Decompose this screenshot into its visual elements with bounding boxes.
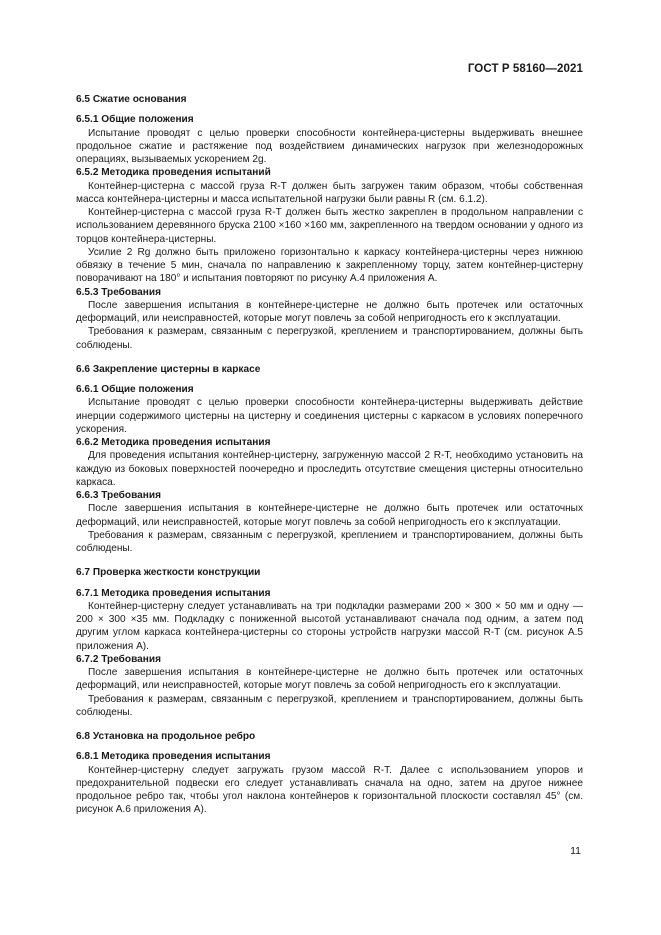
subsection-heading: 6.7.1 Методика проведения испытания [76, 587, 271, 599]
paragraph: Требования к размерам, связанным с перегрузкой, креплением и транспортированием, должны быть соблюдены. [76, 693, 583, 718]
paragraph: Испытание проводят с целью проверки способности контейнера-цистерны выдерживать внешнее продольное сжатие и растяжение под воздействием динамических нагрузок при железнодорожных операциях, вызываемых ускорением 2g. [76, 127, 583, 165]
subsection-heading: 6.8.1 Методика проведения испытания [76, 751, 271, 763]
paragraph: Контейнер-цистерну следует устанавливать на три подкладки размерами 200 × 300 × 50 мм и одну — 200 × 300 ×35 мм. Подкладку с пониженной высотой устанавливают сначала под одним, а затем под другим углом каркаса контейнера-цистерны со стороны устройств нагрузки массой R-T (см. рисунок А.5 приложения А). [76, 600, 583, 652]
document-header-standard-id: ГОСТ Р 58160—2021 [467, 63, 583, 75]
subsection-heading: 6.6.2 Методика проведения испытания [76, 437, 271, 448]
paragraph: Усилие 2 Rg должно быть приложено горизонтально к каркасу контейнера-цистерны через нижнюю обвязку в течение 5 мин, сначала по направлению к закрепленному торцу, затем контейнер-цистерну поворачивают на 180° и испытания повторяют по рисунку А.4 приложения А. [76, 246, 583, 285]
document-body [76, 93, 583, 817]
paragraph: Контейнер-цистерна с массой груза R-T должен быть жестко закреплен в продольном направлении с использованием деревянного бруска 2100 ×160 ×160 мм, закрепленного на твердом основании у одного из торцов контейнера-цистерны. [76, 207, 583, 245]
paragraph: Контейнер-цистерну следует загружать грузом массой R-T. Далее с использованием упоров и предохранительной подвески его следует устанавливать сначала на одно, затем на другое нижнее продольное ребро так, чтобы угол наклона контейнеров к горизонтальной плоскости составлял 45° (см. рисунок А.6 приложения А). [76, 764, 583, 816]
section-heading: 6.8 Установка на продольное ребро [76, 731, 256, 742]
paragraph: После завершения испытания в контейнере-цистерне не должно быть протечек или остаточных деформаций, или неисправностей, которые могут повлечь за собой непригодность его к эксплуатации. [76, 299, 583, 324]
subsection-heading: 6.7.2 Требования [76, 653, 161, 665]
paragraph: Требования к размерам, связанным с перегрузкой, креплением и транспортированием, должны быть соблюдены. [76, 326, 583, 351]
section-heading: 6.7 Проверка жесткости конструкции [76, 567, 261, 579]
subsection-heading: 6.5.2 Методика проведения испытаний [76, 167, 271, 179]
paragraph: После завершения испытания в контейнере-цистерне не должно быть протечек или остаточных деформаций, или неисправностей, которые могут повлечь за собой непригодность его к эксплуатации. [76, 503, 583, 528]
paragraph: Испытание проводят с целью проверки способности контейнера-цистерны выдерживать действие инерции содержимого цистерны на цистерну и соединения цистерны с каркасом в условиях поперечного ускорения. [76, 397, 583, 435]
subsection-heading: 6.5.1 Общие положения [76, 114, 194, 126]
paragraph: Требования к размерам, связанным с перегрузкой, креплением и транспортированием, должны быть соблюдены. [76, 529, 583, 554]
page-number: 11 [570, 845, 581, 857]
paragraph: Контейнер-цистерна с массой груза R-T должен быть загружен таким образом, чтобы собственная масса контейнера-цистерны и масса испытательной нагрузки были равны R (см. 6.1.2). [76, 180, 583, 205]
subsection-heading: 6.5.3 Требования [76, 286, 161, 298]
paragraph: После завершения испытания в контейнере-цистерне не должно быть протечек или остаточных деформаций, или неисправностей, которые могут повлечь за собой непригодность его к эксплуатации. [76, 667, 583, 692]
subsection-heading: 6.6.1 Общие положения [76, 384, 194, 395]
section-heading: 6.6 Закрепление цистерны в каркасе [76, 363, 261, 375]
section-heading: 6.5 Сжатие основания [76, 94, 187, 105]
subsection-heading: 6.6.3 Требования [76, 490, 161, 501]
paragraph: Для проведения испытания контейнер-цистерну, загруженную массой 2 R-T, необходимо установить на каждую из боковых поверхностей поочередно и проследить отсутствие смещения цистерны относительно каркаса. [76, 450, 583, 488]
